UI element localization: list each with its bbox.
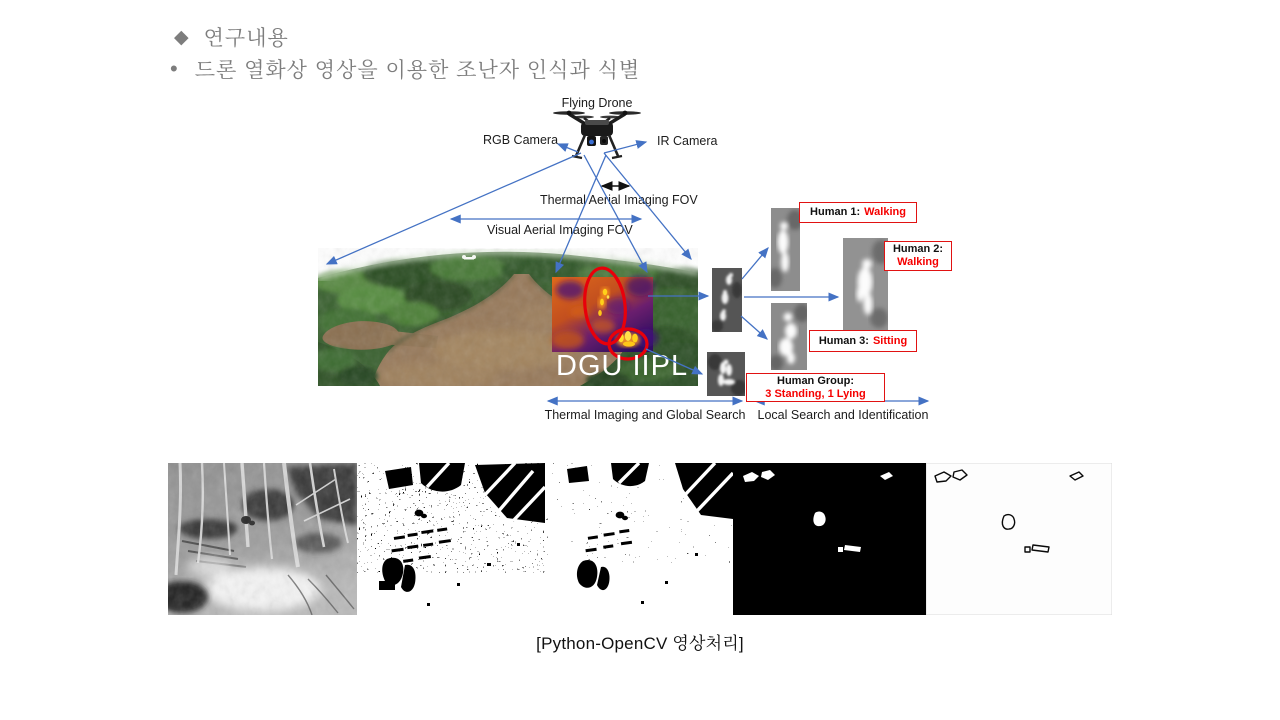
crop-to-human1-arrow xyxy=(742,248,768,279)
human-group-annotation-box xyxy=(746,373,885,402)
human3-annotation-box xyxy=(809,330,917,352)
crop-to-human3-arrow xyxy=(741,316,767,339)
diamond-bullet-icon: ◆ xyxy=(174,26,189,48)
pipeline-step-contours xyxy=(926,463,1112,615)
human3-status: Sitting xyxy=(872,334,908,347)
opencv-pipeline-strip xyxy=(168,463,1112,615)
dot-bullet-icon: • xyxy=(170,56,178,81)
pipeline-step-blobs xyxy=(733,463,926,615)
thermal-crop-human1 xyxy=(771,208,800,291)
gimbal-cameras xyxy=(587,136,608,146)
pipeline-caption: [Python-OpenCV 영상처리] xyxy=(536,634,744,653)
human3-label: Human 3: xyxy=(818,334,869,347)
slide-title-row xyxy=(174,22,289,52)
human1-annotation-box xyxy=(799,202,917,223)
slide-subtitle-row xyxy=(170,54,640,84)
thermal-crop-group xyxy=(707,352,745,396)
thermal-crop-strip xyxy=(712,268,742,332)
thermal-crop-human3 xyxy=(771,303,807,370)
human1-status: Walking xyxy=(864,206,906,218)
drone-icon xyxy=(551,106,643,166)
human2-status: Walking xyxy=(897,256,939,268)
visual-fov-label: Visual Aerial Imaging FOV xyxy=(487,223,633,237)
pipeline-step-grayscale xyxy=(168,463,357,615)
watermark-text: DGU IIPL xyxy=(556,350,689,382)
slide-subtitle: 드론 열화상 영상을 이용한 조난자 인식과 식별 xyxy=(194,59,641,82)
thermal-crop-human2 xyxy=(843,238,888,332)
global-search-label: Thermal Imaging and Global Search xyxy=(544,408,746,422)
thermal-overlay xyxy=(552,266,658,359)
pipeline-step-binary-1 xyxy=(357,463,545,615)
human2-annotation-box xyxy=(884,241,952,271)
human1-label: Human 1: xyxy=(810,206,861,218)
human-group-status: 3 Standing, 1 Lying xyxy=(765,387,866,400)
rgb-camera-label: RGB Camera xyxy=(483,133,559,147)
thermal-fov-label: Thermal Aerial Imaging FOV xyxy=(540,193,698,207)
local-search-label: Local Search and Identification xyxy=(757,408,929,422)
page-title: 연구내용 xyxy=(203,27,289,50)
flying-drone-label: Flying Drone xyxy=(561,96,633,110)
pipeline-step-binary-2 xyxy=(545,463,733,615)
ir-camera-label: IR Camera xyxy=(657,134,718,148)
human-group-label: Human Group: xyxy=(777,374,854,387)
human2-label: Human 2: xyxy=(892,243,944,255)
